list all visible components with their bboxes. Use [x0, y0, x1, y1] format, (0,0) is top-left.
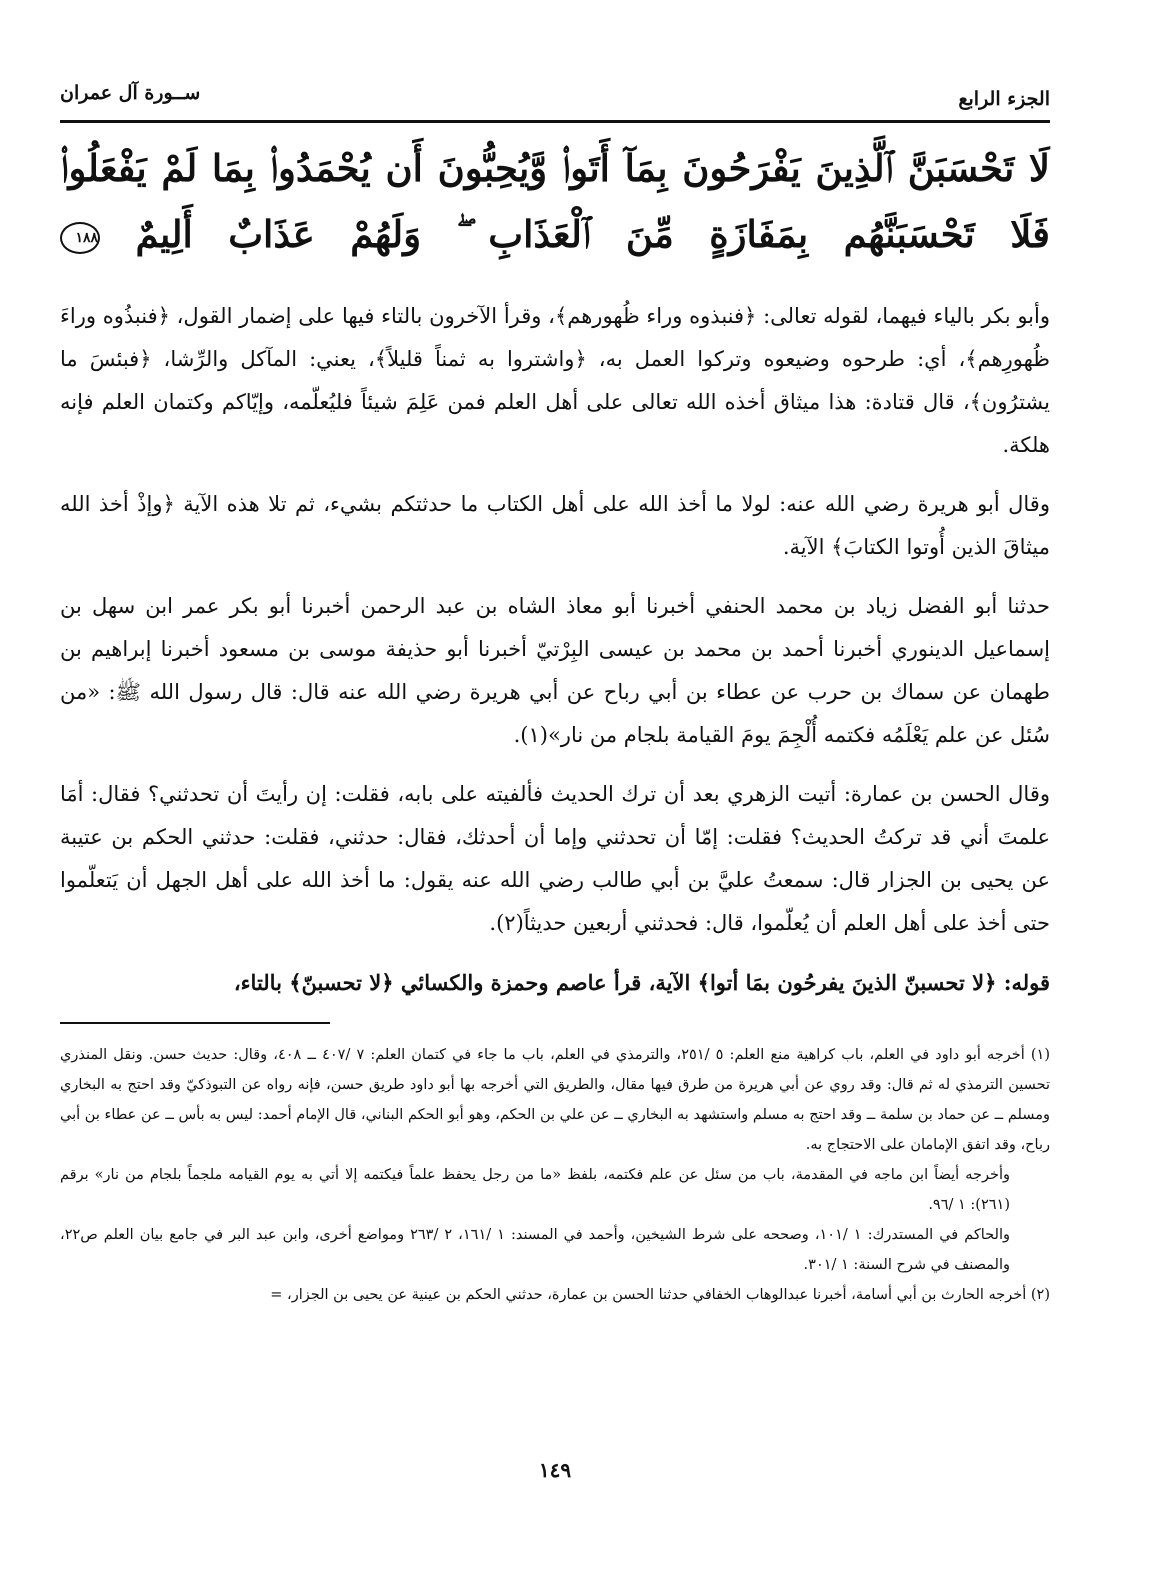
- footnote-divider: [60, 1022, 330, 1024]
- surah-title: ســورة آل عمران: [60, 82, 201, 104]
- running-header: [60, 70, 1050, 123]
- commentary-body: [60, 295, 1050, 1004]
- footnote-2: (٢) أخرجه الحارث بن أبي أسامة، أخبرنا عبدالوهاب الخفافي حدثنا الحسن بن عمارة، حدثني الحكم بن عينية عن يحيى بن الجزار، =: [270, 1287, 1050, 1303]
- footnotes: [60, 1040, 1050, 1310]
- verse-text: لَا تَحْسَبَنَّ ٱلَّذِينَ يَفْرَحُونَ بِمَآ أَتَوا۟ وَّيُحِبُّونَ أَن يُحْمَدُوا۟ بِمَا لَمْ يَفْعَلُوا۟ فَلَا تَحْسَبَنَّهُم بِمَفَازَةٍ مِّنَ ٱلْعَذَابِ ۖ وَلَهُمْ عَذَابٌ أَلِيمٌ: [60, 146, 1050, 256]
- quran-verse: [60, 135, 1050, 267]
- verse-number-marker: ١٨٨: [60, 222, 100, 254]
- commentary-paragraph-1: وأبو بكر بالياء فيهما، لقوله تعالى: ﴿فنبذوه وراء ظُهورهم﴾، وقرأ الآخرون بالتاء فيها على إضمار القول، ﴿فنبذُوه وراءَ ظُهورِهم﴾، أي: طرحوه وضيعوه وتركوا العمل به، ﴿واشتروا به ثمناً قليلاً﴾، يعني: المآكل والرِّشا، ﴿فبئسَ ما يشترُون﴾، قال قتادة: هذا ميثاق أخذه الله تعالى على أهل العلم فمن عَلِمَ شيئاً فليُعلّمه، وإيّاكم وكتمان العلم فإنه هلكة.: [60, 304, 1051, 457]
- footnote-1-hakim: والحاكم في المستدرك: ١ /١٠١، وصححه على شرط الشيخين، وأحمد في المسند: ١ /١٦١، ٢ /٢٦٣ ومواضع أخرى، وابن عبد البر في جامع بيان العلم ص٢٢، والمصنف في شرح السنة: ١ /٣٠١.: [60, 1227, 1011, 1273]
- footnote-1-ibn-majah: وأخرجه أيضاً ابن ماجه في المقدمة، باب من سئل عن علم فكتمه، بلفظ «ما من رجل يحفظ علماً فيكتمه إلا أتي به يوم القيامه ملجماً بلجام من نار» برقم (٢٦١): ١ /٩٦.: [60, 1167, 1010, 1213]
- commentary-paragraph-4: وقال الحسن بن عمارة: أتيت الزهري بعد أن ترك الحديث فألفيته على بابه، فقلت: إن رأيتَ أن تحدثني؟ فقال: أمَا علمتَ أني قد تركتُ الحديث؟ فقلت: إمّا أن تحدثني وإما أن أحدثك، فقال: حدثني، فقلت: حدثني الحكم بن عتيبة عن يحيى بن الجزار قال: سمعتُ عليَّ بن أبي طالب رضي الله عنه يقول: ما أخذ الله على أهل الجهل أن يَتعلّموا حتى أخذ على أهل العلم أن يُعلّموا، قال: فحدثني أربعين حديثاً(٢).: [60, 782, 1050, 935]
- footnote-1: (١) أخرجه أبو داود في العلم، باب كراهية منع العلم: ٥ /٢٥١، والترمذي في العلم، باب ما جاء في كتمان العلم: ٧ /٤٠٧ ــ ٤٠٨، وقال: حديث حسن. ونقل المنذري تحسين الترمذي له ثم قال: وقد روي عن أبي هريرة من طرق فيها مقال، والطريق التي أخرجه بها أبو داود طريق حسن، فإنه رواه عن التبوذكيّ وقد احتج به البخاري ومسلم ــ عن حماد بن سلمة ــ وقد احتج به مسلم واستشهد به البخاري ــ عن علي بن الحكم، وهو أبو الحكم البناني، قال الإمام أحمد: ليس به بأس ــ عن عطاء بن أبي رباح، وقد اتفق الإمامان على الاحتجاج به.: [60, 1047, 1051, 1153]
- book-page: [60, 70, 1050, 1550]
- commentary-paragraph-5: قوله: ﴿لا تحسبنّ الذينَ يفرحُون بمَا أتوا﴾ الآية، قرأ عاصم وحمزة والكسائي ﴿لا تحسبنّ﴾ بالتاء،: [233, 970, 1050, 995]
- part-title: الجزء الرابع: [958, 88, 1050, 110]
- commentary-paragraph-3: حدثنا أبو الفضل زياد بن محمد الحنفي أخبرنا أبو معاذ الشاه بن عبد الرحمن أخبرنا أبو بكر عمر ابن سهل بن إسماعيل الدينوري أخبرنا أحمد بن محمد بن عيسى البِرْتيّ أخبرنا أبو حذيفة موسى بن مسعود أخبرنا إبراهيم بن طهمان عن سماك بن حرب عن عطاء بن أبي رباح عن أبي هريرة رضي الله عنه قال: قال رسول الله ﷺ: «من سُئل عن علم يَعْلَمُه فكتمه أُلْجِمَ يومَ القيامة بلجام من نار»(١).: [60, 594, 1050, 747]
- page-number: ١٤٩: [538, 1458, 572, 1482]
- commentary-paragraph-2: وقال أبو هريرة رضي الله عنه: لولا ما أخذ الله على أهل الكتاب ما حدثتكم بشيء، ثم تلا هذه الآية ﴿وإذْ أخذ الله ميثاقَ الذين أُوتوا الكتابَ﴾ الآية.: [60, 492, 1050, 559]
